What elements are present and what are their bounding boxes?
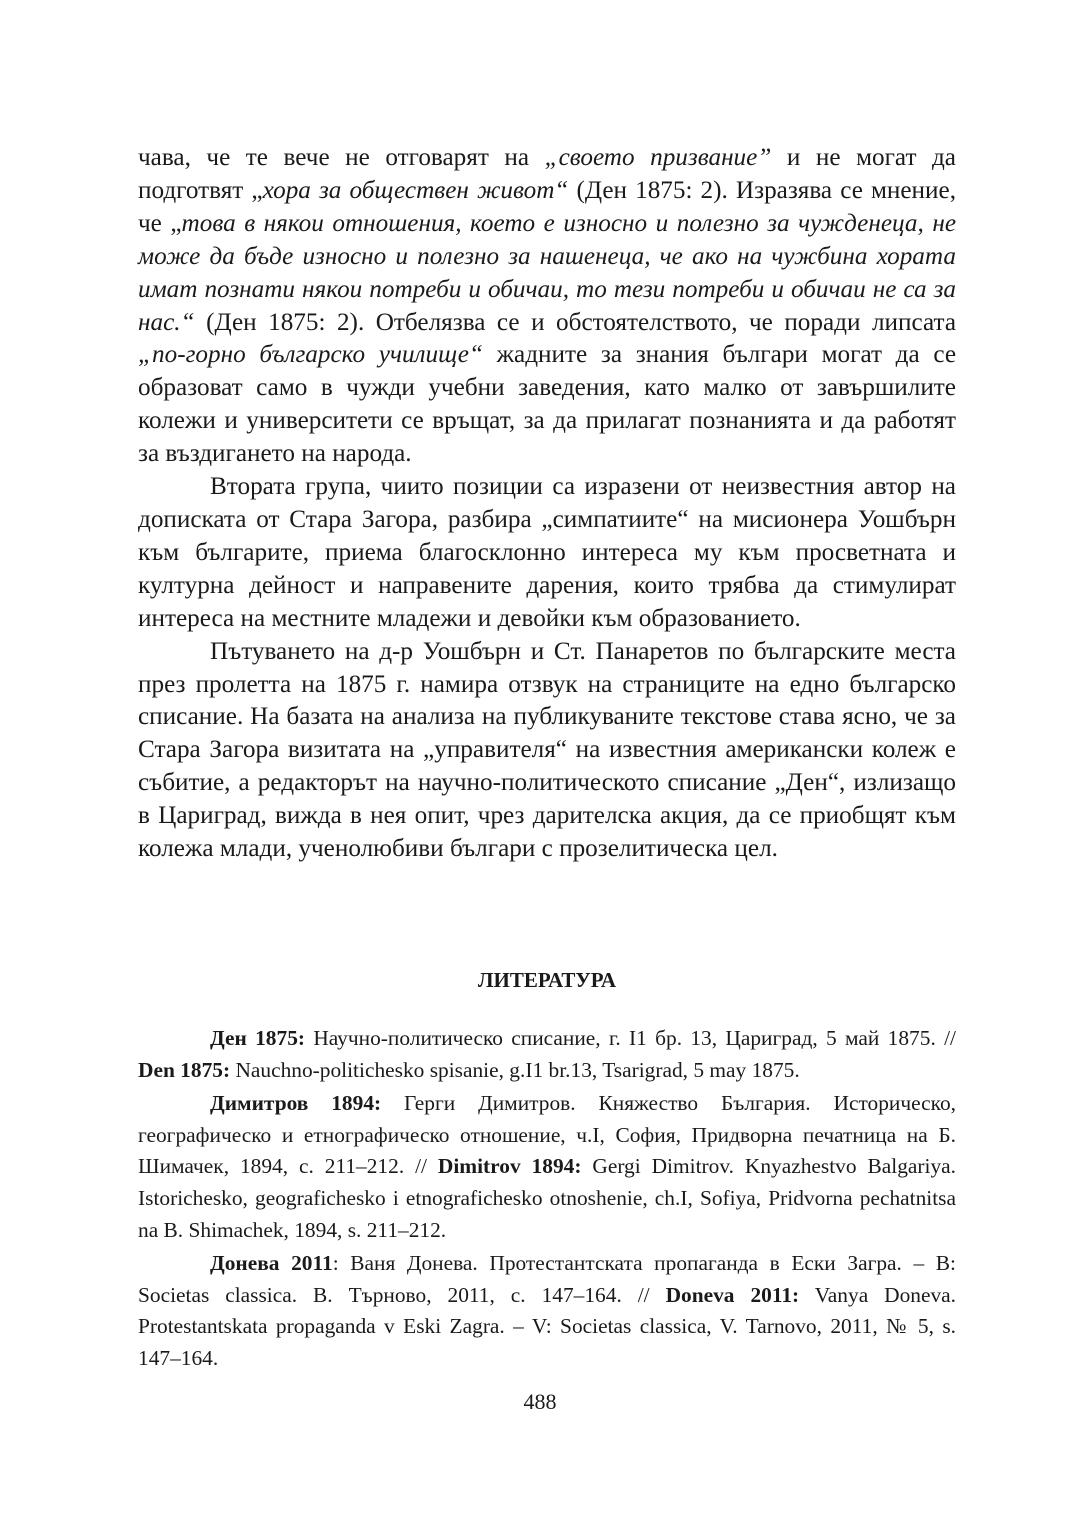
- reference-key: Den 1875:: [138, 1057, 231, 1082]
- body-text: [138, 142, 956, 866]
- italic-quote: хора за обществен живот“: [262, 176, 569, 204]
- reference-text: Герги Димитров. Княжество България. Историческо, географическо и етнографическо отношение, ч.I, София, Придворна печатница на Б. Шимачек, 1894, с. 211–212. //: [138, 1091, 956, 1179]
- reference-text: Vanya Doneva. Protestantskata propaganda v Eski Zagra. – V: Societas classica, V. Tarnovo, 2011, № 5, s. 147–164.: [138, 1282, 957, 1370]
- reference-item: [138, 1023, 956, 1086]
- literature-list: [138, 1023, 956, 1375]
- paragraph-text: (Ден 1875: 2). Изразява се мнение, че „: [138, 176, 956, 237]
- reference-item: [138, 1248, 956, 1374]
- paragraph-text: жадните за знания българи могат да се образоват само в чужди учебни заведения, като малко от завършилите колежи и университети се връщат, за да прилагат познанията и да работят за въздигането на народа.: [138, 341, 957, 468]
- italic-quote: това в някои отношения, което е износно и полезно за чужденеца, не може да бъде износно и полезно за нашенеца, че ако на чужбина хората имат познати някои потреби и обичаи, то тези потреби и обичаи не са за нас.“: [138, 209, 956, 336]
- reference-text: Научно-политическо списание, г. I1 бр. 13, Цариград, 5 май 1875. //: [305, 1026, 956, 1050]
- reference-item: [138, 1088, 956, 1246]
- reference-key: Ден 1875:: [210, 1026, 306, 1050]
- paragraph-text: чава, че те вече не отговарят на: [138, 144, 545, 171]
- reference-key: Донева 2011: [210, 1251, 333, 1276]
- reference-key: Doneva 2011:: [665, 1282, 800, 1307]
- paragraph-text: и не могат да подготвят „: [138, 144, 956, 204]
- paragraph-3: Пътуването на д-р Уошбърн и Ст. Панаретов по българските места през пролетта на 1875 г. намира отзвук на страниците на едно българско списание. На базата на анализа на публикуваните текстове става ясно, че за Стара Загора визитата на „управителя“ на известния американски колеж е събитие, а редакторът на научно-политическото списание „Ден“, излизащо в Цариград, вижда в нея опит, чрез дарителска акция, да се приобщят към колежа млади, ученолюбиви българи с прозелитическа цел.: [138, 637, 956, 863]
- paragraph-2: Втората група, чиито позиции са изразени от неизвестния автор на дописката от Стара Загора, разбира „симпатиите“ на мисионера Уошбърн към българите, приема благосклонно интереса му към просветната и културна дейност и направените дарения, които трябва да стимулират интереса на местните младежи и девойки към образованието.: [138, 473, 956, 632]
- italic-quote: „своето призвание”: [544, 144, 772, 171]
- paragraph-1: [138, 142, 956, 471]
- reference-text: Nauchno-politichesko spisanie, g.I1 br.13, Tsarigrad, 5 may 1875.: [230, 1057, 800, 1082]
- reference-key: Dimitrov 1894:: [437, 1154, 582, 1179]
- italic-quote: „по-горно българско училище“: [138, 341, 483, 369]
- reference-text: Gergi Dimitrov. Knyazhestvo Balgariya. Istorichesko, geografichesko i etnografichesko otnoshenie, ch.I, Sofiya, Pridvorna pechatnitsa na B. Shimachek, 1894, s. 211–212.: [138, 1154, 956, 1242]
- page-number: 488: [523, 1389, 557, 1414]
- reference-text: : Ваня Донева. Протестантската пропаганда в Ески Загра. – В: Societas classica. В. Търново, 2011, с. 147–164. //: [138, 1251, 956, 1307]
- paragraph-text: (Ден 1875: 2). Отбелязва се и обстоятелството, че поради липсата: [194, 308, 956, 336]
- literature-heading: ЛИТЕРАТУРА: [477, 968, 617, 992]
- reference-key: Димитров 1894:: [210, 1091, 382, 1116]
